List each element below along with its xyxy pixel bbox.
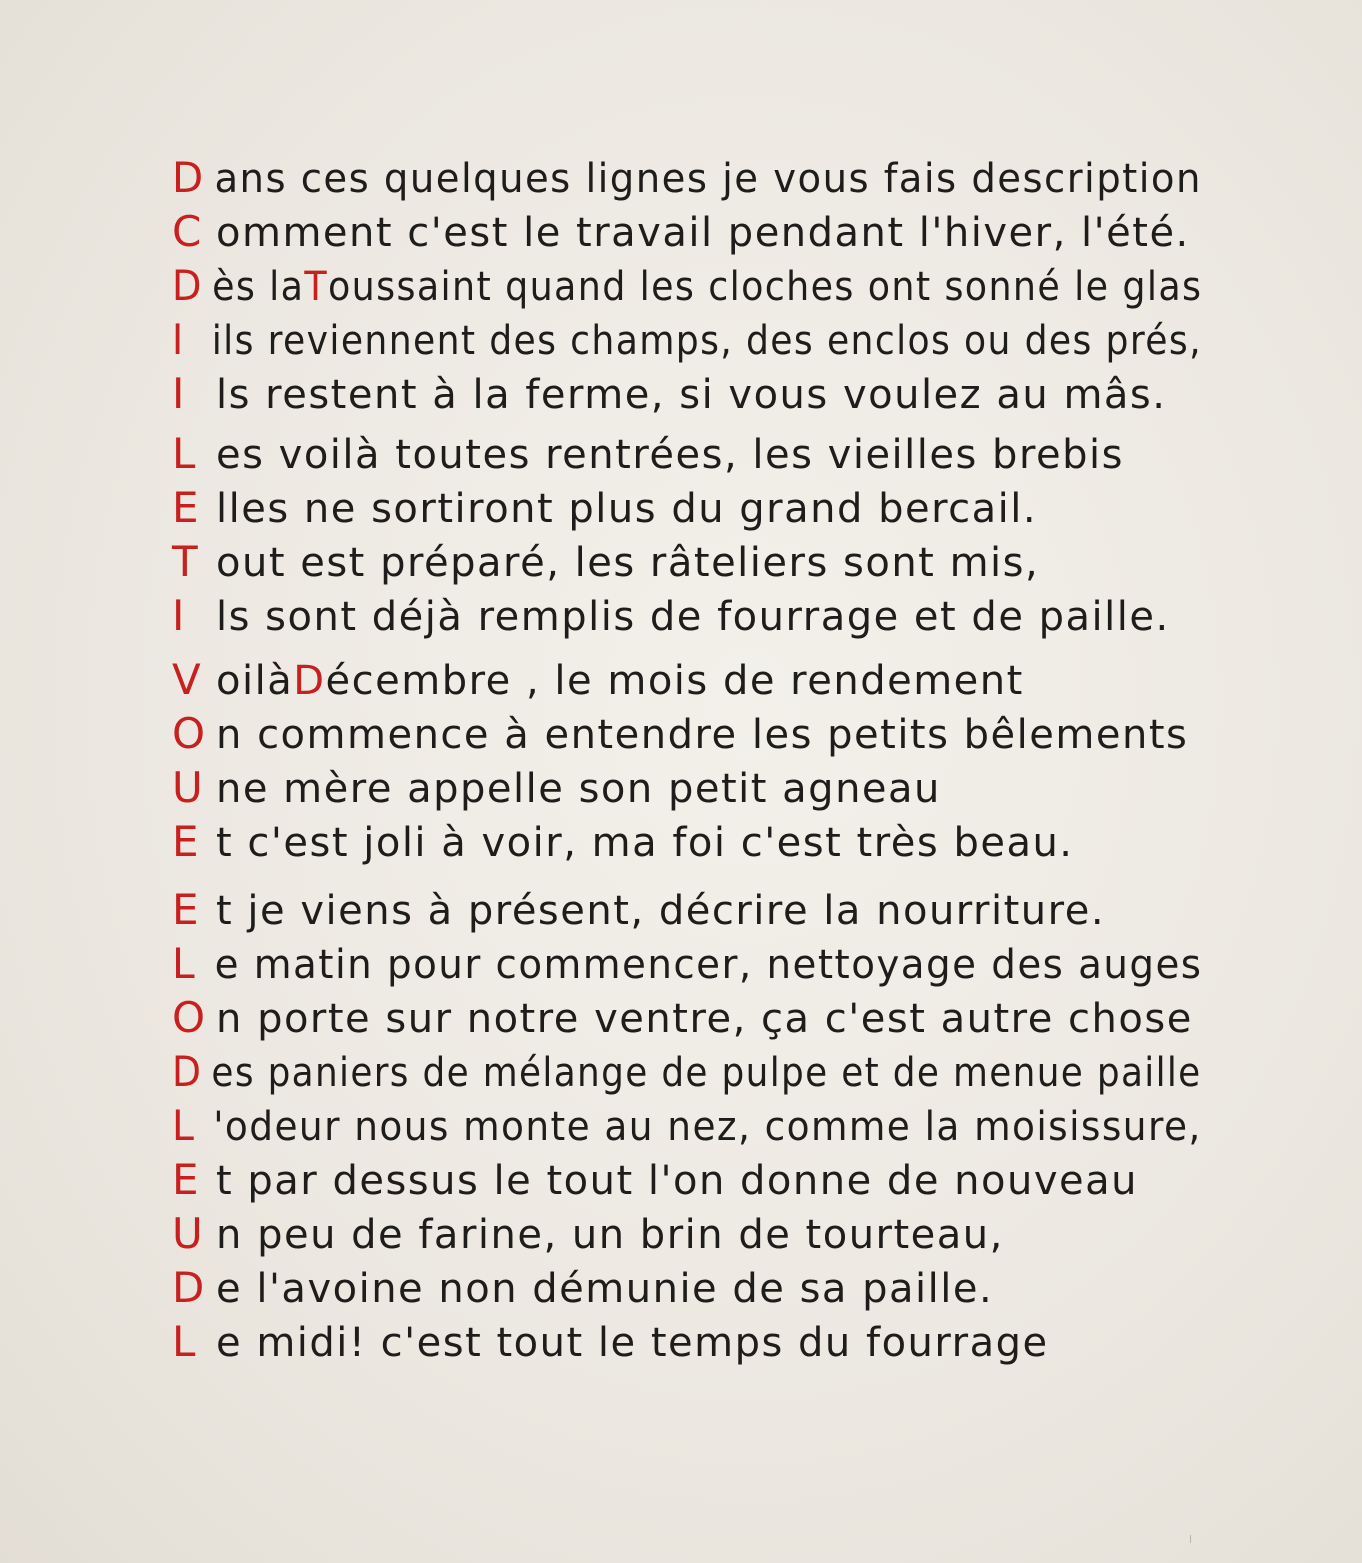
poem-line [172,762,941,815]
line-text: t par dessus le tout l'on donne de nouveau [216,1158,1138,1204]
poem-line [172,654,1024,707]
poem-line [172,368,1167,421]
red-initial: D [172,1047,203,1096]
red-initial: O [172,709,207,758]
poem-line [172,1208,1004,1261]
line-text: e midi! c'est tout le temps du fourrage [216,1320,1049,1366]
line-text: es voilà toutes rentrées, les vieilles brebis [216,432,1124,478]
poem-line [172,816,1074,869]
red-initial: L [172,1317,197,1366]
red-initial: D [172,261,203,310]
line-text: écembre , le mois de rendement [325,658,1024,704]
paper-mark [1190,1535,1191,1543]
poem-line [172,152,1202,205]
line-text: t c'est joli à voir, ma foi c'est très beau. [216,820,1074,866]
line-text: lles ne sortiront plus du grand bercail. [216,486,1038,532]
poem-line [172,314,1202,367]
red-initial: I [172,591,186,640]
line-text: ans ces quelques lignes je vous fais description [214,156,1202,202]
line-text-prefix: oilà [216,658,294,704]
red-initial: C [172,207,203,256]
line-text: es paniers de mélange de pulpe et de menue paille [211,1050,1202,1096]
poem-line [172,1262,993,1315]
line-text: oussaint quand les cloches ont sonné le glas [327,264,1203,310]
line-text: out est préparé, les râteliers sont mis, [216,540,1040,586]
line-text: e matin pour commencer, nettoyage des auges [214,942,1203,988]
poem-line [172,206,1190,259]
red-initial: U [172,763,205,812]
poem-line [172,1316,1049,1369]
line-text: ne mère appelle son petit agneau [216,766,941,812]
red-inline-letter: T [304,264,328,310]
red-initial: E [172,483,201,532]
poem-line [172,536,1039,589]
red-initial: I [172,315,185,364]
red-initial: L [172,429,197,478]
red-initial: E [172,817,201,866]
poem-line [172,260,1202,313]
poem-line [172,992,1193,1045]
line-text: e l'avoine non démunie de sa paille. [216,1266,994,1312]
line-text: n peu de farine, un brin de tourteau, [216,1212,1004,1258]
poem-line [172,884,1105,937]
poem-line [172,1100,1202,1153]
red-initial: E [172,1155,201,1204]
poem-line [172,590,1170,643]
red-initial: V [172,655,203,704]
line-text-prefix: ès la [212,264,305,310]
red-initial: L [172,939,197,988]
line-text: 'odeur nous monte au nez, comme la moisissure, [213,1104,1202,1150]
red-initial: L [172,1101,196,1150]
line-text: n commence à entendre les petits bêlements [216,712,1189,758]
red-initial: T [172,537,200,586]
line-text: omment c'est le travail pendant l'hiver, l'été. [216,210,1190,256]
red-initial: D [172,153,205,202]
line-text: t je viens à présent, décrire la nourriture. [216,888,1106,934]
line-text: ils reviennent des champs, des enclos ou des prés, [211,318,1202,364]
poem-line [172,938,1202,991]
line-text: n porte sur notre ventre, ça c'est autre chose [216,996,1193,1042]
line-text: ls restent à la ferme, si vous voulez au mâs. [216,372,1167,418]
red-initial: D [172,1263,206,1312]
poem-line [172,1154,1138,1207]
red-initial: I [172,369,186,418]
red-initial: U [172,1209,205,1258]
poem-line [172,428,1124,481]
poem-line [172,708,1188,761]
poem-line [172,482,1037,535]
red-initial: O [172,993,207,1042]
poem-line [172,1046,1202,1099]
line-text: ls sont déjà remplis de fourrage et de paille. [216,594,1170,640]
red-inline-letter: D [293,658,326,704]
red-initial: E [172,885,201,934]
